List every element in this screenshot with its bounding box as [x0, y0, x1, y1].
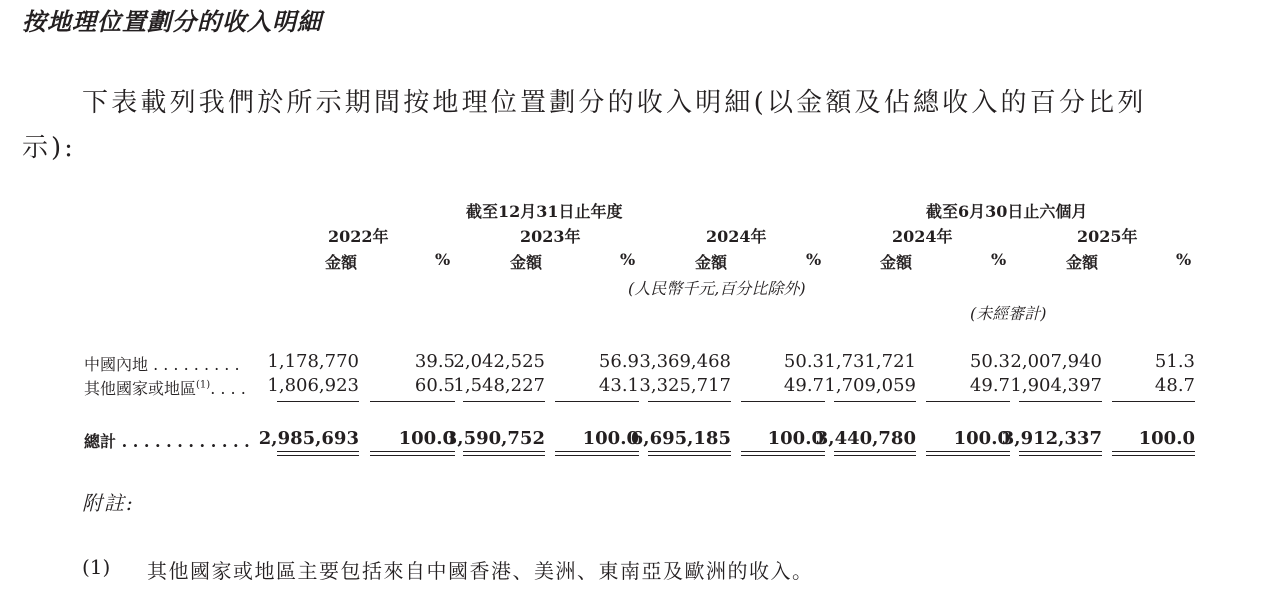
total-cell: 6,695,185 — [630, 428, 731, 449]
total-double-rule — [1019, 451, 1102, 456]
total-cell: 3,912,337 — [1001, 428, 1102, 449]
total-double-rule — [834, 451, 916, 456]
group-header-year-end: 截至12月31日止年度 — [466, 202, 623, 221]
table-cell: 49.7 — [969, 375, 1010, 396]
total-double-rule — [555, 451, 639, 456]
amount-header: 金額 — [880, 253, 913, 272]
total-cell: 3,590,752 — [444, 428, 545, 449]
table-cell: 1,178,770 — [267, 351, 359, 372]
table-cell: 2,042,525 — [453, 351, 545, 372]
total-cell: 100.0 — [398, 428, 455, 449]
row-label-mainland-china: 中國內地 . . . . . . . . . — [84, 355, 240, 374]
subtotal-rule — [1019, 401, 1102, 402]
intro-paragraph-line1: 下表載列我們於所示期間按地理位置劃分的收入明細(以金額及佔總收入的百分比列 — [82, 88, 1147, 118]
table-cell: 1,709,059 — [824, 375, 916, 396]
table-cell: 50.3 — [969, 351, 1010, 372]
table-cell: 1,548,227 — [453, 375, 545, 396]
subtotal-rule — [555, 401, 639, 402]
table-cell: 43.1 — [598, 375, 639, 396]
percent-header: % — [991, 250, 1007, 269]
subtotal-rule — [834, 401, 916, 402]
subtotal-rule — [277, 401, 359, 402]
year-header-2024-interim: 2024年 — [892, 227, 953, 246]
table-cell: 56.9 — [598, 351, 639, 372]
table-cell: 3,369,468 — [639, 351, 731, 372]
table-cell: 48.7 — [1154, 375, 1195, 396]
row-label-other-regions: 其他國家或地區$^{(1)}$. . . . — [84, 379, 246, 398]
total-cell: 2,985,693 — [258, 428, 359, 449]
year-header-2024: 2024年 — [706, 227, 767, 246]
total-cell: 100.0 — [767, 428, 824, 449]
footnote-text: 其他國家或地區主要包括來自中國香港、美洲、東南亞及歐洲的收入。 — [147, 559, 814, 583]
total-double-rule — [370, 451, 455, 456]
table-cell: 50.3 — [783, 351, 824, 372]
subtotal-rule — [926, 401, 1010, 402]
total-double-rule — [463, 451, 545, 456]
subtotal-rule — [370, 401, 455, 402]
table-cell: 1,806,923 — [267, 375, 359, 396]
table-cell: 2,007,940 — [1010, 351, 1102, 372]
footnote-number: (1) — [82, 555, 111, 579]
percent-header: % — [1176, 250, 1192, 269]
table-cell: 1,731,721 — [824, 351, 916, 372]
footnote-marker: (1) — [196, 379, 211, 391]
total-cell: 100.0 — [1138, 428, 1195, 449]
unaudited-note: (未經審計) — [970, 304, 1047, 323]
table-cell: 49.7 — [783, 375, 824, 396]
percent-header: % — [435, 250, 451, 269]
subtotal-rule — [463, 401, 545, 402]
table-cell: 3,325,717 — [639, 375, 731, 396]
notes-heading: 附註: — [82, 491, 135, 515]
table-cell: 60.5 — [414, 375, 455, 396]
year-header-2025-interim: 2025年 — [1077, 227, 1138, 246]
table-cell: 51.3 — [1154, 351, 1195, 372]
table-cell: 1,904,397 — [1010, 375, 1102, 396]
intro-paragraph-line2: 示): — [22, 133, 76, 163]
total-double-rule — [277, 451, 359, 456]
total-double-rule — [926, 451, 1010, 456]
total-double-rule — [648, 451, 731, 456]
year-header-2023: 2023年 — [520, 227, 581, 246]
total-cell: 3,440,780 — [815, 428, 916, 449]
year-header-2022: 2022年 — [328, 227, 389, 246]
subtotal-rule — [1112, 401, 1195, 402]
unit-note: (人民幣千元,百分比除外) — [628, 279, 806, 298]
amount-header: 金額 — [510, 253, 543, 272]
row-label-total: 總計 . . . . . . . . . . . . — [84, 432, 250, 451]
section-heading: 按地理位置劃分的收入明細 — [22, 7, 322, 36]
percent-header: % — [806, 250, 822, 269]
total-double-rule — [1112, 451, 1195, 456]
amount-header: 金額 — [1066, 253, 1099, 272]
table-cell: 39.5 — [414, 351, 455, 372]
total-cell: 100.0 — [582, 428, 639, 449]
subtotal-rule — [741, 401, 825, 402]
percent-header: % — [620, 250, 636, 269]
subtotal-rule — [648, 401, 731, 402]
group-header-six-months: 截至6月30日止六個月 — [926, 202, 1088, 221]
amount-header: 金額 — [695, 253, 728, 272]
total-double-rule — [741, 451, 825, 456]
total-cell: 100.0 — [953, 428, 1010, 449]
amount-header: 金額 — [325, 253, 358, 272]
